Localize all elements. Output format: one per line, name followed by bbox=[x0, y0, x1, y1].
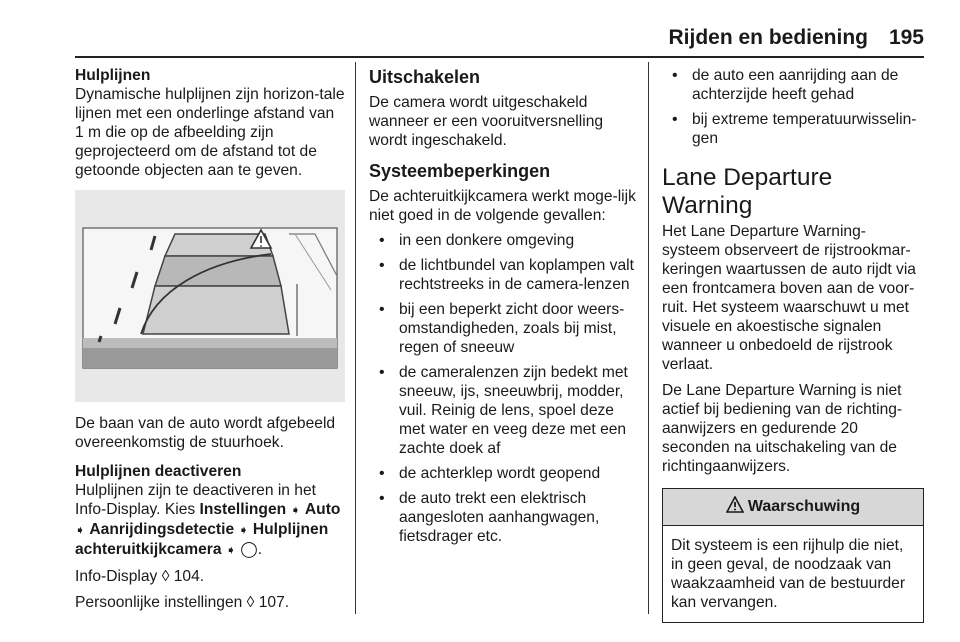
paragraph-limits-intro: De achteruitkijkcamera werkt moge-lijk niet goed in de volgende gevallen: bbox=[369, 188, 636, 224]
column-3 bbox=[662, 66, 924, 623]
list-item: • de cameralenzen zijn bedekt met sneeuw, ijs, sneeuwbrij, modder, vuil. Reinig de lens, spoel deze met water en veeg deze met een zachte doek af bbox=[369, 363, 639, 458]
warning-triangle-icon bbox=[726, 496, 744, 518]
menu-item-aanrijdingsdetectie: Aanrijdingsdetectie bbox=[89, 521, 235, 538]
list-item: • in een donkere omgeving bbox=[369, 231, 639, 250]
page-number: 195 bbox=[888, 26, 924, 49]
warning-text: Dit systeem is een rijhulp die niet, in geen geval, de noodzaak van waakzaamheid van de bestuurder kan vervangen. bbox=[671, 537, 906, 611]
arrow-right-icon: ➧ bbox=[290, 503, 301, 517]
list-item: • bij een beperkt zicht door weers-omstandigheden, zoals bij mist, regen of sneeuw bbox=[369, 300, 639, 357]
arrow-right-icon: ➧ bbox=[238, 523, 249, 537]
page-ref-icon: ◊ bbox=[161, 568, 170, 585]
column-divider bbox=[355, 62, 356, 614]
limits-list bbox=[369, 231, 639, 546]
column-1 bbox=[75, 66, 345, 612]
column-divider bbox=[648, 62, 649, 614]
limits-list-continued bbox=[662, 66, 924, 148]
rear-camera-guidelines-figure bbox=[75, 190, 345, 402]
paragraph-hulplijnen: Dynamische hulplijnen zijn horizon-tale lijnen met een onderlinge afstand van 1 m die op de afbeelding zijn geprojecteerd om de afstand tot de getoonde objecten aan te geven. bbox=[75, 86, 345, 179]
menu-item-instellingen: Instellingen bbox=[199, 501, 287, 518]
menu-item-auto: Auto bbox=[304, 501, 341, 518]
menu-item-hulplijnen: Hulplijnen achteruitkijkcamera bbox=[75, 521, 329, 558]
page-ref-icon: ◊ bbox=[246, 594, 255, 611]
arrow-right-icon: ➧ bbox=[225, 543, 236, 557]
warning-body bbox=[663, 526, 923, 622]
section-heading-hulplijnen: Hulplijnen bbox=[75, 67, 151, 84]
column-2 bbox=[369, 66, 639, 552]
paragraph-deactivate: Hulplijnen zijn te deactiveren in het Info-Display. Kies Instellingen ➧ Auto ➧ Aanrijdingsdetectie ➧ Hulplijnen achteruitkijkcamera ➧ ◯. bbox=[75, 482, 341, 558]
header-rule bbox=[75, 56, 924, 58]
paragraph-uitschakelen: De camera wordt uitgeschakeld wanneer er een vooruitversnelling wordt ingeschakeld. bbox=[369, 94, 604, 149]
list-item: • de achterklep wordt geopend bbox=[369, 464, 639, 483]
warning-box bbox=[662, 488, 924, 623]
reference-info-display: Info-Display ◊ 104. bbox=[75, 568, 205, 585]
reference-personal-settings: Persoonlijke instellingen ◊ 107. bbox=[75, 594, 290, 611]
section-heading-limits: Systeembeperkingen bbox=[369, 161, 551, 181]
section-heading-deactivate: Hulplijnen deactiveren bbox=[75, 463, 242, 480]
list-item: • de auto trekt een elektrisch aangesloten aanhangwagen, fietsdrager etc. bbox=[369, 489, 639, 546]
paragraph-ldw-1: Het Lane Departure Warning-systeem observeert de rijstrookmar-keringen waartussen de auto rijdt via een frontcamera boven aan de voor-ruit. Het systeem waarschuwt u met visuele en akoestische signalen wanneer u onbedoeld de rijstrook verlaat. bbox=[662, 223, 916, 373]
paragraph-ldw-2: De Lane Departure Warning is niet actief bij bediening van de richting-aanwijzers en gedurende 20 seconden na uitschakeling van de richtingaanwijzers. bbox=[662, 382, 903, 475]
list-item: • de auto een aanrijding aan de achterzijde heeft gehad bbox=[662, 66, 924, 104]
section-heading-lane-departure-warning: Lane Departure Warning bbox=[662, 164, 833, 219]
page-header bbox=[0, 0, 960, 58]
warning-header bbox=[663, 489, 923, 526]
camera-view-illustration bbox=[75, 190, 345, 402]
off-circle-icon: ◯ bbox=[240, 541, 258, 558]
list-item: • de lichtbundel van koplampen valt rechtstreeks in de camera-lenzen bbox=[369, 256, 639, 294]
list-item: • bij extreme temperatuurwisselin-gen bbox=[662, 110, 924, 148]
chapter-title: Rijden en bediening bbox=[668, 26, 868, 49]
arrow-right-icon: ➧ bbox=[75, 523, 86, 537]
warning-title: Waarschuwing bbox=[747, 498, 861, 515]
section-heading-uitschakelen: Uitschakelen bbox=[369, 67, 481, 87]
figure-caption: De baan van de auto wordt afgebeeld overeenkomstig de stuurhoek. bbox=[75, 415, 336, 451]
